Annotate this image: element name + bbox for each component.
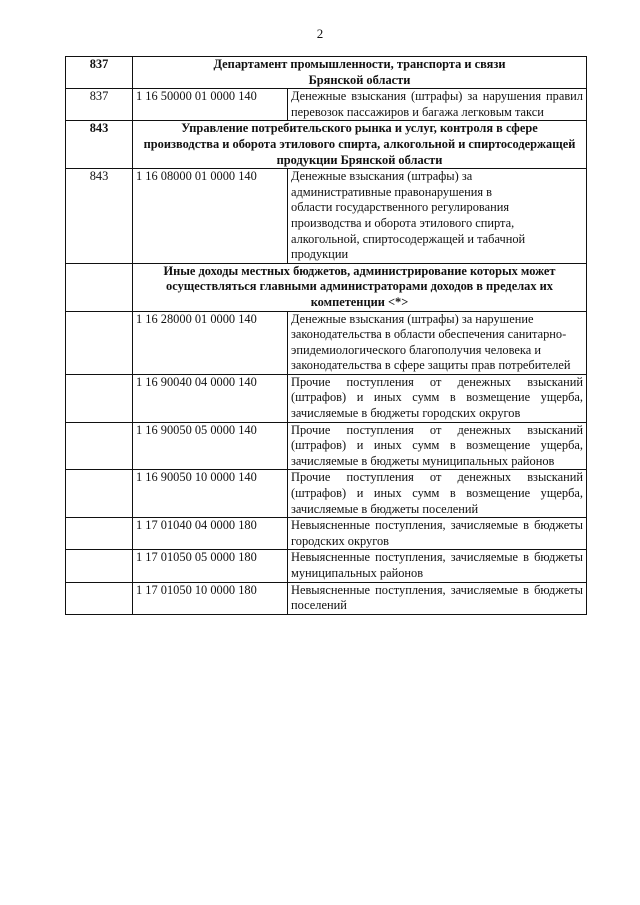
admin-code-cell: [66, 422, 133, 470]
admin-code-cell: [66, 582, 133, 614]
description-cell: Прочие поступления от денежных взысканий (штрафов) и иных сумм в возмещение ущерба, зачисляемые в бюджеты поселений: [288, 470, 587, 518]
table-row: [66, 470, 587, 518]
section-title: Управление потребительского рынка и услуг, контроля в сфере производства и оборота этилового спирта, алкогольной и спиртосодержащей продукции Брянской области: [133, 121, 587, 169]
table-row: [66, 169, 587, 264]
admin-code-cell: [66, 311, 133, 374]
kbk-code-cell: 1 16 08000 01 0000 140: [133, 169, 288, 264]
table-row: [66, 89, 587, 121]
table-row: [66, 518, 587, 550]
admin-code-cell: 843: [66, 169, 133, 264]
description-cell: Невыясненные поступления, зачисляемые в бюджеты поселений: [288, 582, 587, 614]
description-cell: Невыясненные поступления, зачисляемые в бюджеты муниципальных районов: [288, 550, 587, 582]
admin-code-cell: [66, 470, 133, 518]
kbk-code-cell: 1 17 01040 04 0000 180: [133, 518, 288, 550]
admin-code-cell: 837: [66, 89, 133, 121]
description-cell: Прочие поступления от денежных взысканий (штрафов) и иных сумм в возмещение ущерба, зачисляемые в бюджеты муниципальных районов: [288, 422, 587, 470]
table-row: [66, 311, 587, 374]
admin-code-cell: [66, 518, 133, 550]
section-header-row: [66, 263, 587, 311]
section-admin-code: 837: [66, 57, 133, 89]
description-cell: Денежные взыскания (штрафы) за нарушения правил перевозок пассажиров и багажа легковым такси: [288, 89, 587, 121]
section-title: Департамент промышленности, транспорта и связи Брянской области: [133, 57, 587, 89]
description-cell: Денежные взыскания (штрафы) за нарушение законодательства в области обеспечения санитарно-эпидемиологического благополучия человека и законодательства в сфере защиты прав потребителей: [288, 311, 587, 374]
kbk-code-cell: 1 16 90050 05 0000 140: [133, 422, 288, 470]
kbk-code-cell: 1 16 90050 10 0000 140: [133, 470, 288, 518]
page-number: 2: [316, 26, 324, 41]
section-header-row: [66, 121, 587, 169]
kbk-code-cell: 1 17 01050 05 0000 180: [133, 550, 288, 582]
table-row: [66, 374, 587, 422]
section-title: Иные доходы местных бюджетов, администрирование которых может осуществляться главными администраторами доходов в пределах их компетенции <*>: [133, 263, 587, 311]
section-admin-code: 843: [66, 121, 133, 169]
kbk-code-cell: 1 17 01050 10 0000 180: [133, 582, 288, 614]
description-cell: Денежные взыскания (штрафы) за административные правонарушения в области государственного регулирования производства и оборота этилового спирта, алкогольной, спиртосодержащей и табачной продукции: [288, 169, 587, 264]
admin-code-cell: [66, 374, 133, 422]
table-row: [66, 422, 587, 470]
kbk-code-cell: 1 16 90040 04 0000 140: [133, 374, 288, 422]
revenue-administrators-table: [65, 56, 587, 615]
table-row: [66, 550, 587, 582]
table-row: [66, 582, 587, 614]
description-cell: Прочие поступления от денежных взысканий (штрафов) и иных сумм в возмещение ущерба, зачисляемые в бюджеты городских округов: [288, 374, 587, 422]
admin-code-cell: [66, 550, 133, 582]
description-cell: Невыясненные поступления, зачисляемые в бюджеты городских округов: [288, 518, 587, 550]
section-admin-code: [66, 263, 133, 311]
section-header-row: [66, 57, 587, 89]
kbk-code-cell: 1 16 50000 01 0000 140: [133, 89, 288, 121]
kbk-code-cell: 1 16 28000 01 0000 140: [133, 311, 288, 374]
